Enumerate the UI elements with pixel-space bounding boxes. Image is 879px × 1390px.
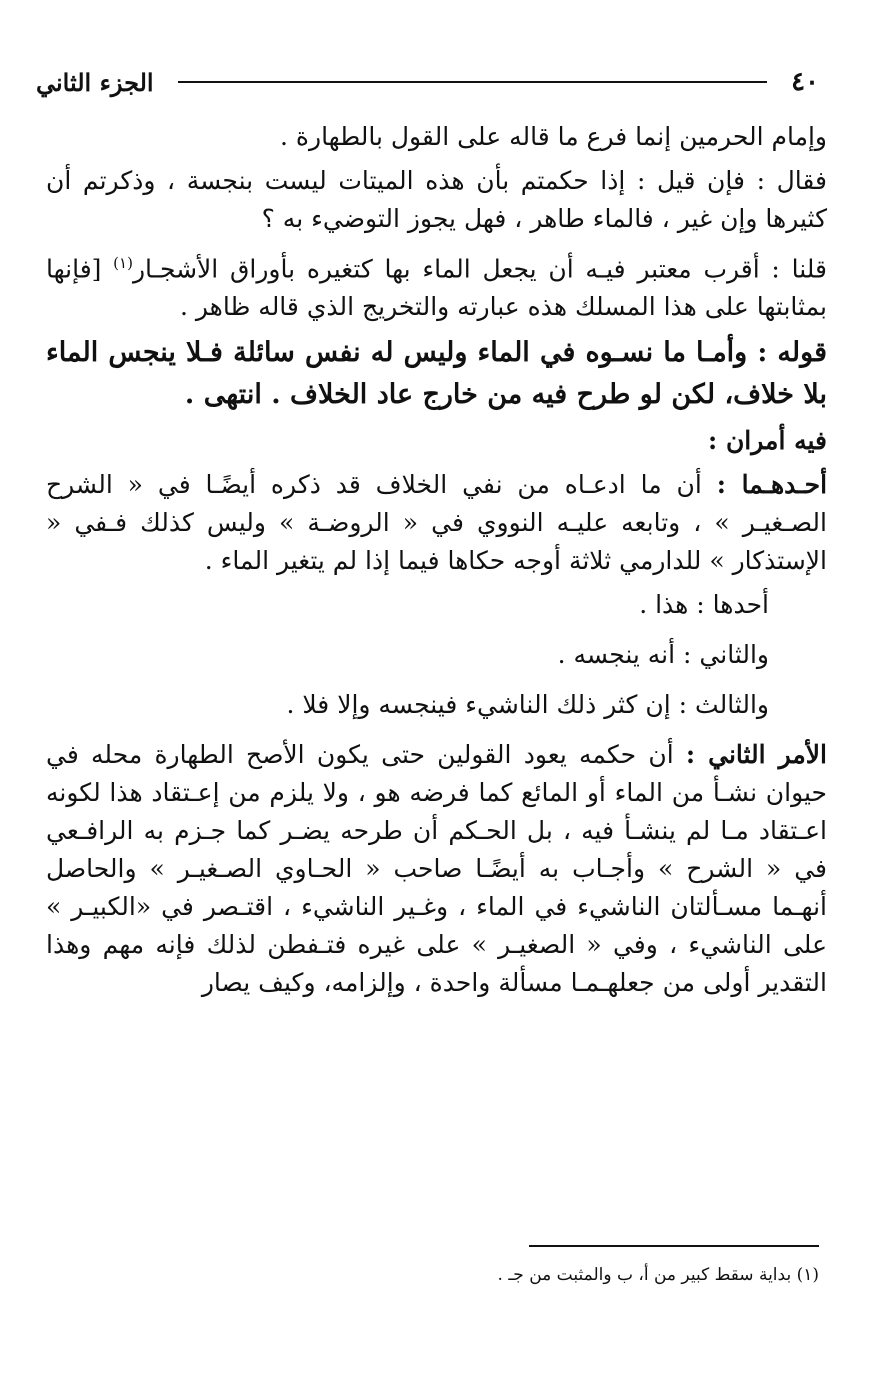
list-item: أحدها : هذا . xyxy=(639,590,769,620)
footnote-marker: (١) xyxy=(113,254,133,272)
paragraph-text: أن حكمه يعود القولين حتى يكون الأصح الطهارة محله في حيوان نشـأ من الماء أو المائع كما فرضه هو ، ولا يلزم من إعـتقاد هذا لكونه اعـتقاد مـا لم ينشـأ فيه ، بل الحـكم أن طرحه يضـر كما جـزم به الرافـعي في « الشرح » وأجـاب به أيضًـا صاحب « الحـاوي الصـغيـر » والحاصل أنهـما مسـألتان الناشيء في الماء ، وغـير الناشيء ، اقتـصر في «الكبيـر » على الناشيء ، وفي « الصغيـر » على غيره فتـفطن لذلك فإنه مهم وهذا التقدير أولى من جعلهـمـا مسألة واحدة ، وإلزامه، وكيف يصار xyxy=(46,740,827,998)
header-rule xyxy=(178,81,767,83)
paragraph: وإمام الحرمين إنما فرع ما قاله على القول بالطهارة . xyxy=(280,122,827,151)
main-text xyxy=(46,118,827,1008)
page-number: ٤٠ xyxy=(791,67,819,97)
list-item: والثاني : أنه ينجسه . xyxy=(557,640,769,670)
paragraph-text: قلنا : أقرب معتبر فيـه أن يجعل الماء بها كتغيره بأوراق الأشجـار xyxy=(132,254,827,284)
paragraph xyxy=(46,244,827,326)
footnote: (١) بداية سقط كبير من أ، ب والمثبت من جـ . xyxy=(497,1265,819,1285)
running-title: الجزء الثاني xyxy=(36,67,154,97)
paragraph-text: أن ما ادعـاه من نفي الخلاف قد ذكره أيضًـا في « الشرح الصـغيـر » ، وتابعه عليـه النووي في « الروضـة » وليس كذلك فـفي « الإستذكار » للدارمي ثلاثة أوجه حكاها فيما إذا لم يتغير الماء . xyxy=(46,470,827,576)
footnote-rule xyxy=(529,1245,819,1247)
paragraph-text: [فإنها بمثابتها على هذا المسلك هذه عبارته والتخريج الذي قاله ظاهر . xyxy=(46,254,827,322)
page-header xyxy=(36,62,819,102)
paragraph xyxy=(46,736,827,1002)
paragraph-lead: الأمر الثاني : xyxy=(685,740,827,770)
paragraph xyxy=(46,466,827,580)
section-heading: فيه أمران : xyxy=(708,426,827,456)
paragraph-lead: أحـدهـما : xyxy=(716,470,828,500)
list-item: والثالث : إن كثر ذلك الناشيء فينجسه وإلا فلا . xyxy=(286,690,769,720)
quoted-paragraph: قوله : وأمـا ما نسـوه في الماء وليس له نفس سائلة فـلا ينجس الماء بلا خلاف، لكن لو طرح فيه من خارج عاد الخلاف . انتهى . xyxy=(46,337,827,411)
paragraph: فقال : فإن قيل : إذا حكمتم بأن هذه الميتات ليست بنجسة ، وذكرتم أن كثيرها وإن غير ، فالماء طاهر ، فهل يجوز التوضيء به ؟ xyxy=(46,166,827,233)
